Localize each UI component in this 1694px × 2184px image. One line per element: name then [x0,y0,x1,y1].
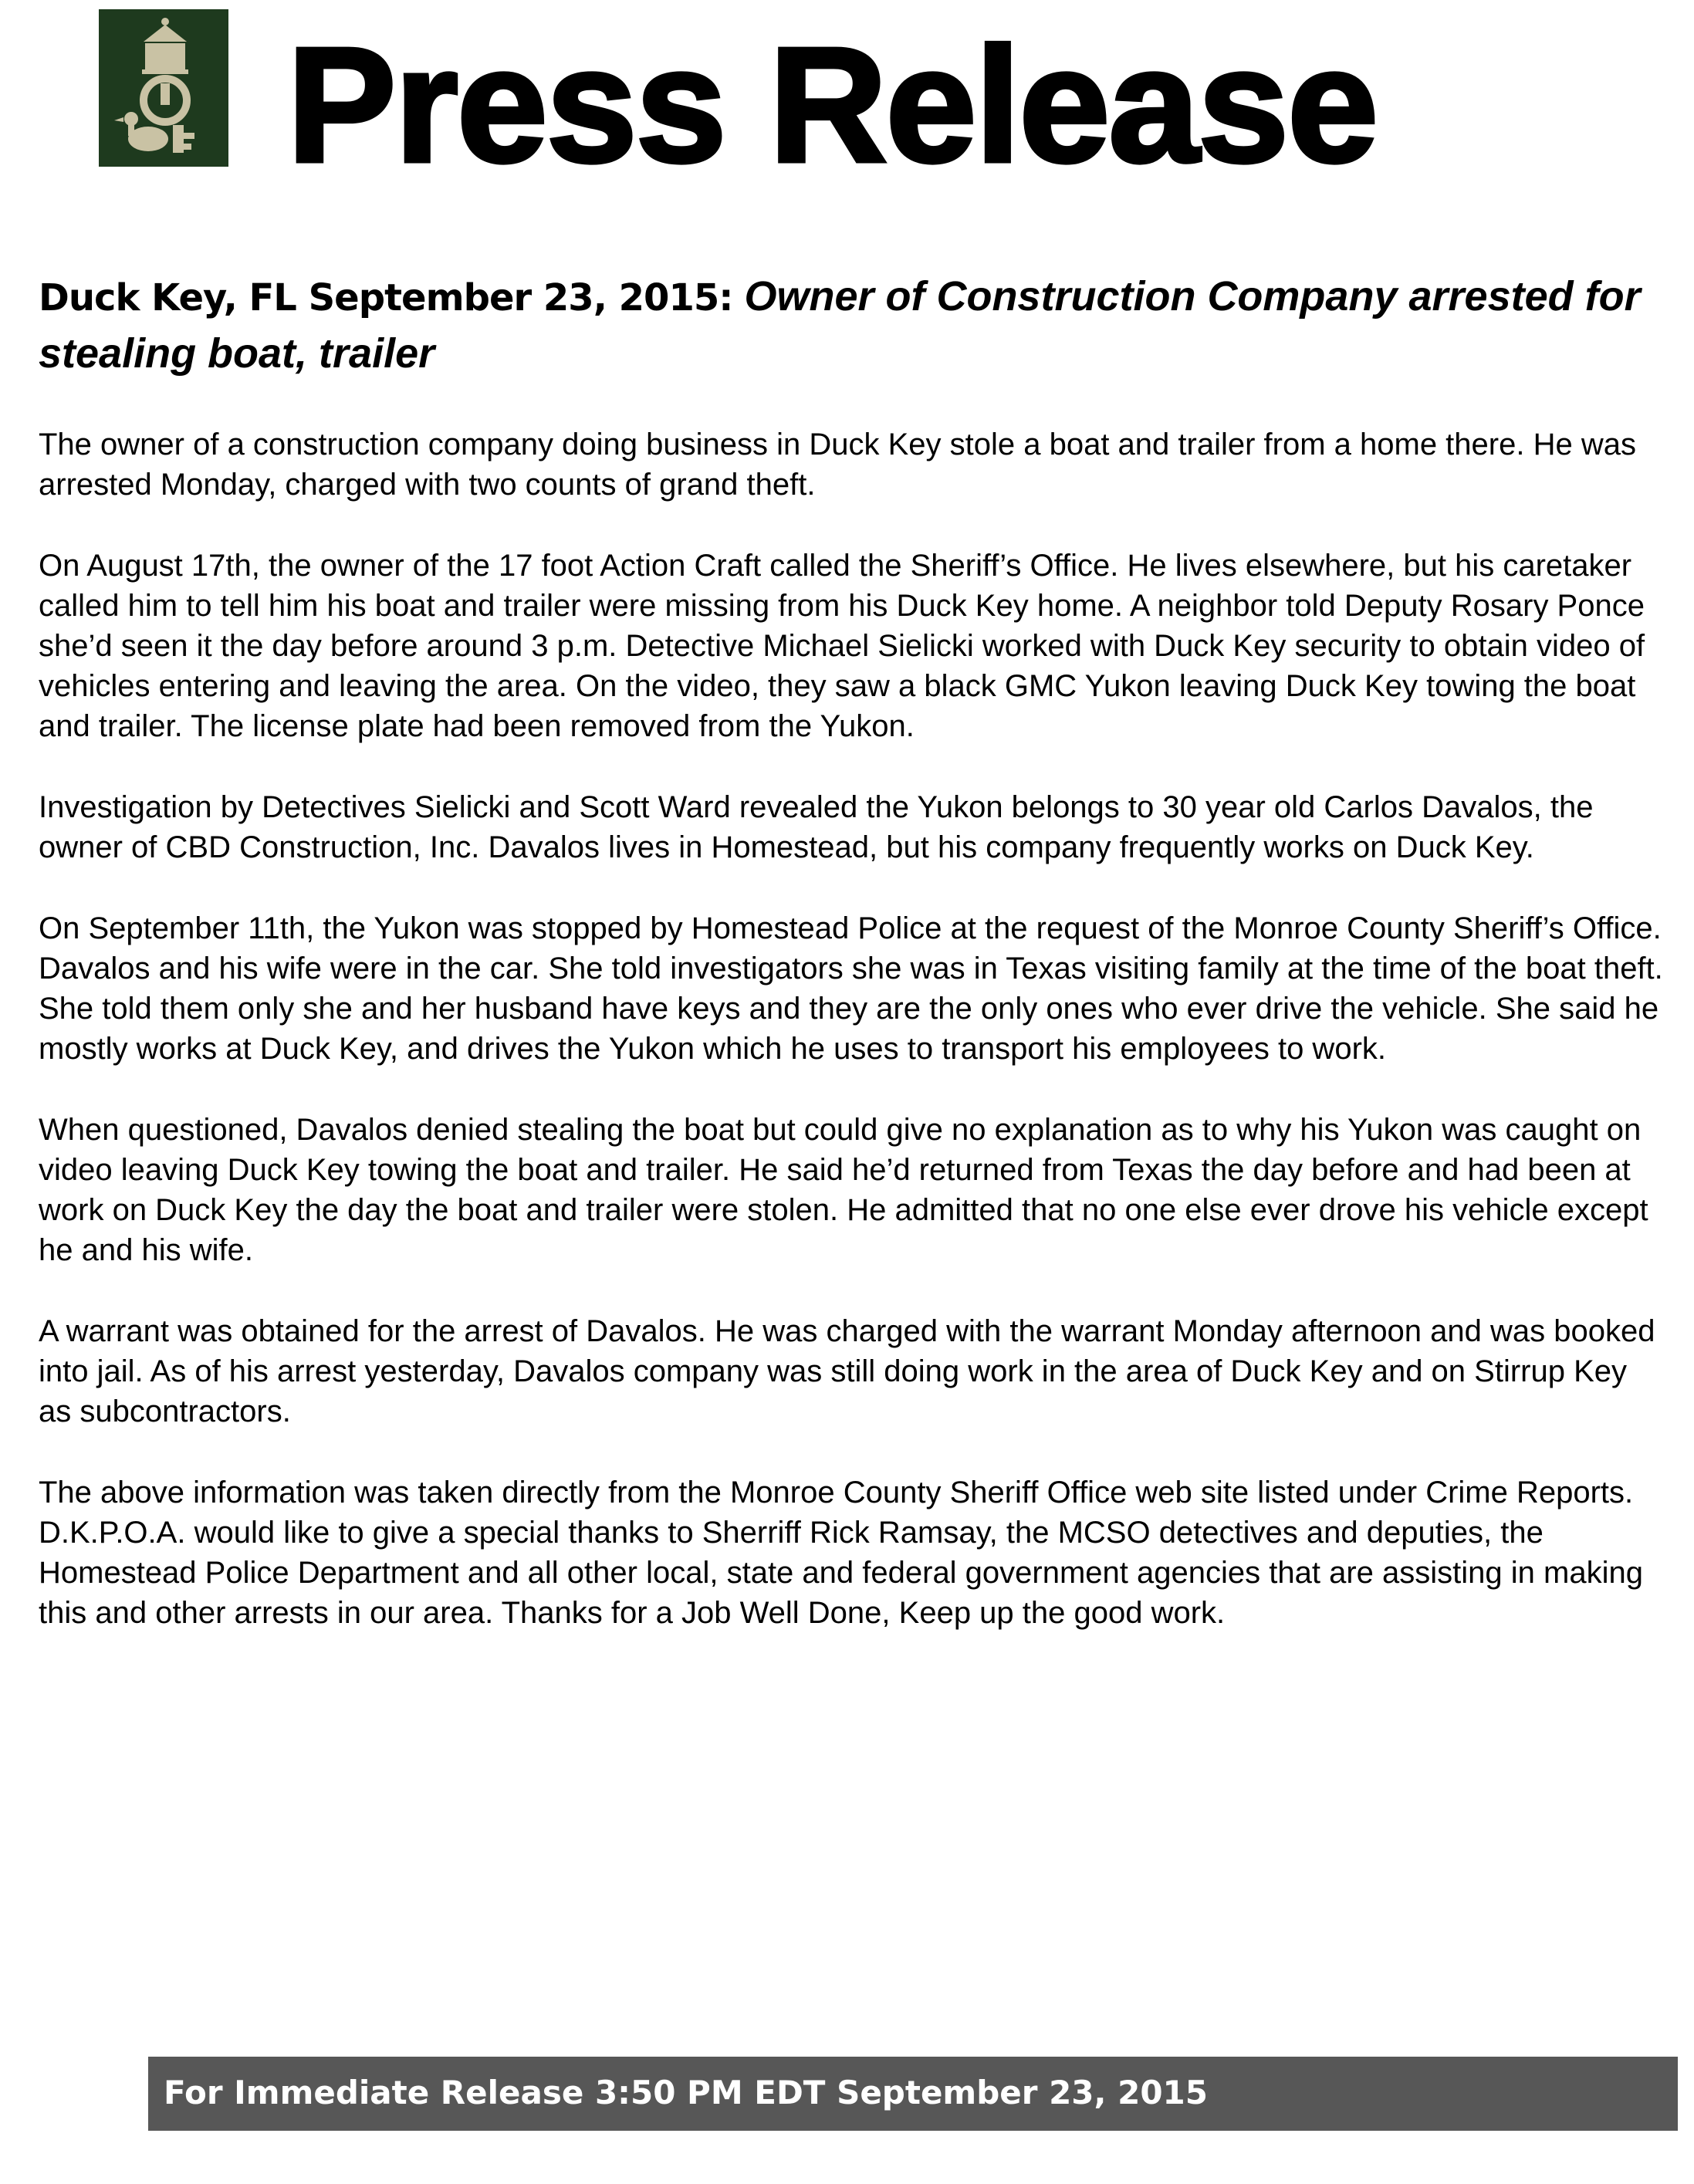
release-footer-bar [148,2057,1678,2131]
article-paragraph: A warrant was obtained for the arrest of Davalos. He was charged with the warrant Monday afternoon and was booked into jail. As of his arrest yesterday, Davalos company was still doing work in the area of Duck Key and on Stirrup Key as subcontractors. [39,1314,1655,1428]
article-paragraph: The owner of a construction company doing business in Duck Key stole a boat and trailer from a home there. He was arrested Monday, charged with two counts of grand theft. [39,428,1636,502]
page-title: Press Release [287,13,1378,196]
article-body [39,424,1667,1674]
article-paragraph: On September 11th, the Yukon was stopped by Homestead Police at the request of the Monroe County Sheriff’s Office. Davalos and his wife were in the car. She told investigators she was in Texas visiting family at the time of the boat theft. She told them only she and her husband have keys and they are the only ones who ever drive the vehicle. She said he mostly works at Duck Key, and drives the Yukon which he uses to transport his employees to work. [39,911,1663,1066]
article-paragraph: On August 17th, the owner of the 17 foot Action Craft called the Sheriff’s Office. He lives elsewhere, but his caretaker called him to tell him his boat and trailer were missing from his Duck Key home. A neighbor told Deputy Rosary Ponce she’d seen it the day before around 3 p.m. Detective Michael Sielicki worked with Duck Key security to obtain video of vehicles entering and leaving the area. On the video, they saw a black GMC Yukon leaving Duck Key towing the boat and trailer. The license plate had been removed from the Yukon. [39,549,1645,743]
article-paragraph: Investigation by Detectives Sielicki and Scott Ward revealed the Yukon belongs to 30 year old Carlos Davalos, the owner of CBD Construction, Inc. Davalos lives in Homestead, but his company frequently works on Duck Key. [39,790,1594,864]
article-paragraph: The above information was taken directly from the Monroe County Sheriff Office web site listed under Crime Reports. D.K.P.O.A. would like to give a special thanks to Sherriff Rick Ramsay, the MCSO detectives and deputies, the Homestead Police Department and all other local, state and federal government agencies that are assisting in making this and other arrests in our area. Thanks for a Job Well Done, Keep up the good work. [39,1476,1643,1630]
duck-key-lighthouse-logo-icon [99,9,228,167]
release-footer-text: For Immediate Release 3:50 PM EDT September 23, 2015 [164,2074,1209,2111]
headline-text: Owner of Construction Company arrested for stealing boat, trailer [39,273,1641,377]
article-paragraph: When questioned, Davalos denied stealing the boat but could give no explanation as to why his Yukon was caught on video leaving Duck Key towing the boat and trailer. He said he’d returned from Texas the day before and had been at work on Duck Key the day the boat and trailer were stolen. He admitted that no one else ever drove his vehicle except he and his wife. [39,1113,1648,1267]
headline-dateline: Duck Key, FL September 23, 2015: [39,276,733,319]
headline [39,269,1659,381]
